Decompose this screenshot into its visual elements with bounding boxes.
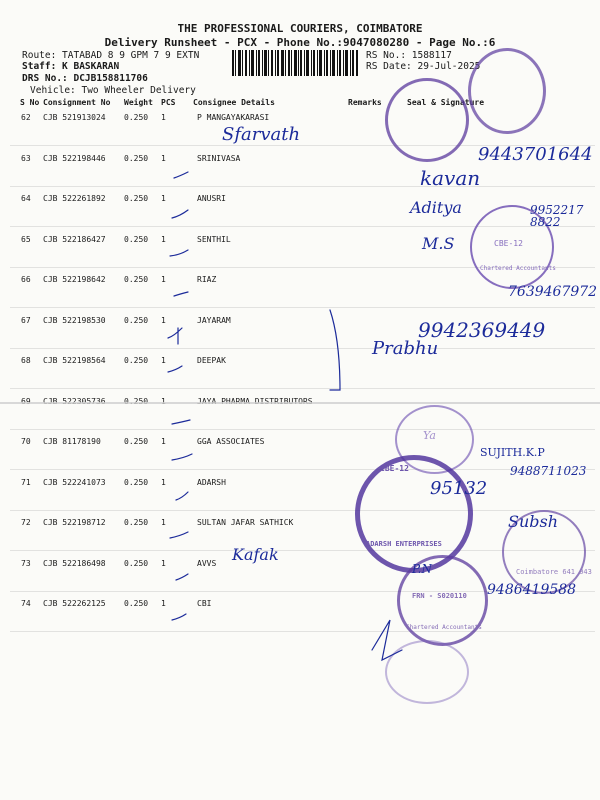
row-consignee: JAYARAM — [197, 316, 231, 325]
col-consignment-header: Consignment No — [43, 98, 111, 107]
row-consignee: ANUSRI — [197, 194, 226, 203]
row-sno: 72 — [21, 518, 31, 527]
row-weight: 0.250 — [124, 518, 149, 527]
row-sno: 67 — [21, 316, 31, 325]
row-weight: 0.250 — [124, 275, 149, 284]
row-weight: 0.250 — [124, 154, 149, 163]
ca-seal-code: CBE-12 — [494, 239, 523, 248]
signature-62: Sfarvath — [222, 124, 301, 145]
ca-seal-caption: Chartered Accountants — [480, 265, 556, 272]
row-consignee: DEEPAK — [197, 356, 226, 365]
row-consignment-no: CJB 522186427 — [43, 235, 106, 244]
row-pcs: 1 — [161, 113, 166, 122]
row-pcs: 1 — [161, 154, 166, 163]
route-label: Route: TATABAD 8 9 GPM 7 9 EXTN — [22, 50, 200, 61]
col-seal-header: Seal & Signature — [407, 98, 485, 107]
signature-73: P.N — [412, 562, 432, 576]
row-consignment-no: CJB 522198446 — [43, 154, 106, 163]
row-consignment-no: CJB 522198530 — [43, 316, 106, 325]
row-pcs: 1 — [161, 194, 166, 203]
frn-stamp-code: FRN - S020110 — [412, 592, 467, 600]
row-sno: 63 — [21, 154, 31, 163]
row-pcs: 1 — [161, 478, 166, 487]
row-consignee: P MANGAYAKARASI — [197, 113, 270, 122]
vehicle-label: Vehicle: Two Wheeler Delivery — [30, 85, 196, 96]
phone-66: 7639467972 — [508, 284, 598, 300]
row-pcs: 1 — [161, 518, 166, 527]
row-weight: 0.250 — [124, 194, 149, 203]
row-consignment-no: CJB 522198712 — [43, 518, 106, 527]
row-consignee: RIAZ — [197, 275, 217, 284]
row-pcs: 1 — [161, 559, 166, 568]
phone-63: 9443701644 — [478, 144, 593, 165]
row-sno: 66 — [21, 275, 31, 284]
name-71: SUJITH.K.P — [480, 446, 545, 459]
phone-67: 9942369449 — [418, 318, 546, 342]
row-consignment-no: CJB 521913024 — [43, 113, 106, 122]
row-consignment-no: CJB 522186498 — [43, 559, 106, 568]
row-weight: 0.250 — [124, 235, 149, 244]
col-weight-header: Weight — [124, 98, 153, 107]
row-sno: 65 — [21, 235, 31, 244]
adarsh-stamp-name: ADARSH ENTERPRISES — [366, 540, 442, 548]
rs-no-label: RS No.: 1588117 — [366, 50, 452, 61]
row-pcs: 1 — [161, 235, 166, 244]
row-pcs: 1 — [161, 316, 166, 325]
row-weight: 0.250 — [124, 478, 149, 487]
row-consignment-no: CJB 522262125 — [43, 599, 106, 608]
row-consignment-no: CJB 522261892 — [43, 194, 106, 203]
row-consignee: AVVS — [197, 559, 217, 568]
row-consignee: SRINIVASA — [197, 154, 241, 163]
signature-65: M.S — [422, 234, 455, 253]
signature-71: 95132 — [430, 478, 488, 499]
row-pcs: 1 — [161, 437, 166, 446]
row-weight: 0.250 — [124, 599, 149, 608]
row-weight: 0.250 — [124, 113, 149, 122]
signature-72-left: Kafak — [232, 545, 279, 564]
row-weight: 0.250 — [124, 356, 149, 365]
col-pcs-header: PCS — [161, 98, 176, 107]
runsheet-title: Delivery Runsheet - PCX - Phone No.:9047080280 - Page No.:6 — [104, 36, 496, 49]
row-consignee: CBI — [197, 599, 212, 608]
col-remarks-header: Remarks — [348, 98, 382, 107]
row-sno: 62 — [21, 113, 31, 122]
row-weight: 0.250 — [124, 316, 149, 325]
row-pcs: 1 — [161, 356, 166, 365]
col-consignee-header: Consignee Details — [193, 98, 275, 107]
stamp-70-text: Ya — [423, 429, 436, 442]
row-weight: 0.250 — [124, 437, 149, 446]
row-consignee: SULTAN JAFAR SATHICK — [197, 518, 294, 527]
signature-67: Prabhu — [372, 338, 439, 359]
phone-73: 9486419588 — [487, 582, 577, 598]
row-consignment-no: CJB 522198642 — [43, 275, 106, 284]
phone-71: 9488711023 — [510, 464, 587, 478]
row-sno: 64 — [21, 194, 31, 203]
row-sno: 68 — [21, 356, 31, 365]
col-sno-header: S No — [20, 98, 40, 107]
row-pcs: 1 — [161, 599, 166, 608]
drs-label: DRS No.: DCJB158811706 — [22, 73, 148, 84]
rs-date-label: RS Date: 29-Jul-2025 — [366, 61, 481, 72]
staff-label: Staff: K BASKARAN — [22, 61, 120, 72]
row-consignment-no: CJB 522241073 — [43, 478, 106, 487]
row-consignment-no: CJB 522198564 — [43, 356, 106, 365]
signature-72: Subsh — [508, 512, 559, 531]
row-weight: 0.250 — [124, 559, 149, 568]
row-consignee: GGA ASSOCIATES — [197, 437, 265, 446]
row-pcs: 1 — [161, 275, 166, 284]
row-consignee: ADARSH — [197, 478, 226, 487]
row-sno: 73 — [21, 559, 31, 568]
adarsh-stamp-code: CBE-12 — [380, 464, 409, 473]
row-consignee: SENTHIL — [197, 235, 231, 244]
row-consignment-no: CJB 81178190 — [43, 437, 101, 446]
name-63: kavan — [420, 166, 481, 190]
phone-64: 9952217 8822 — [530, 203, 584, 229]
company-title: THE PROFESSIONAL COURIERS, COIMBATORE — [177, 22, 423, 35]
bank-stamp-city: Coimbatore 641 043 — [516, 568, 592, 576]
row-sno: 74 — [21, 599, 31, 608]
row-sno: 70 — [21, 437, 31, 446]
signature-64: Aditya — [410, 198, 462, 217]
row-sno: 71 — [21, 478, 31, 487]
frn-stamp-caption: Chartered Accountants — [406, 624, 482, 631]
